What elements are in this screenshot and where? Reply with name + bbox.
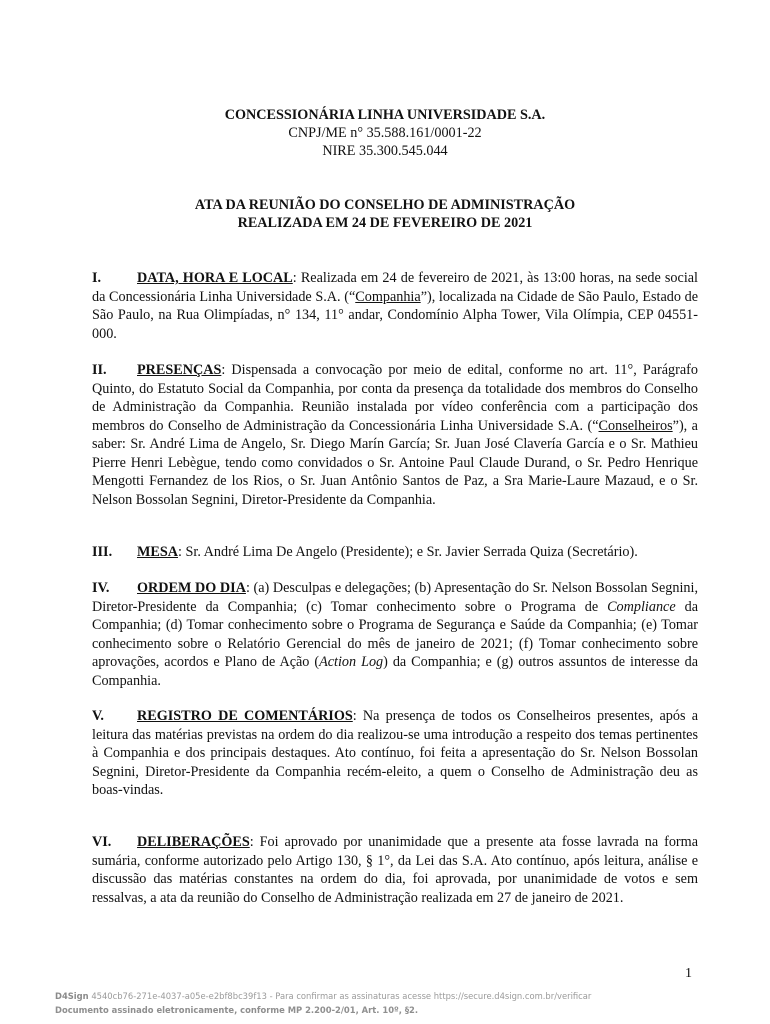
section-resolutions [92,833,698,907]
section-text: : Dispensada a convocação por meio de edital, conforme no art. 11°, Parágrafo Quinto, do Estatuto Social da Companhia, por conta da presença da totalidade dos membros do Conselho de Administração da Companhia. Reunião instalada por vídeo conferência com a participação dos membros do Conselho de Administração da Concessionária Linha Universidade S.A. (“ [92,362,698,434]
verification-link[interactable]: 4540cb76-271e-4037-a05e-e2bf8bc39f13 - Para confirmar as assinaturas acesse https://secure.d4sign.com.br/verificar [91,991,592,1001]
section-text: : Foi aprovado por unanimidade que a presente ata fosse lavrada na forma sumária, conforme autorizado pelo Artigo 130, § 1°, da Lei das S.A. Ato contínuo, após leitura, análise e discussão das matérias constantes na ordem do dia, foi aprovada, por unanimidade de votos e sem ressalvas, a ata da reunião do Conselho de Administração realizada em 27 de janeiro de 2021. [92,834,698,906]
company-name: CONCESSIONÁRIA LINHA UNIVERSIDADE S.A. [224,107,546,123]
section-board [92,543,698,562]
section-date-time-location [92,269,698,343]
section-number: VI. [92,834,112,850]
section-heading: DELIBERAÇÕES [137,834,250,850]
section-text: ) da Companhia; e (g) outros assuntos de interesse da Companhia. [92,654,699,689]
section-heading: DATA, HORA E LOCAL [137,270,293,286]
d4sign-brand: D4Sign [55,991,89,1001]
section-text: : Na presença de todos os Conselheiros presentes, após a leitura das matérias previstas na ordem do dia realizou-se uma introdução a respeito dos temas pertinentes à Companhia e dos principais destaques. Ato contínuo, foi feita a apresentação do Sr. Nelson Bossolan Segnini, Diretor-Presidente da Companhia recém-eleito, a quem o Conselho de Administração deu as boas-vindas. [92,708,698,798]
section-number: III. [92,544,113,560]
italic-term: Action Log [319,654,384,670]
section-text: ”), a saber: Sr. André Lima de Angelo, Sr. Diego Marín García; Sr. Juan José Clavería García e o Sr. Mathieu Pierre Henri Lebègue, tendo como convidados o Sr. Antoine Paul Claude Durand, o Sr. Pedro Henrique Mengotti Fernandez de los Rios, o Sr. Juan Antônio Santos de Paz, a Sra Marie-Laure Mazaud, e o Sr. Nelson Bossolan Segnini, Diretor-Presidente da Companhia. [92,417,698,508]
signature-footer-line-1 [55,990,591,1002]
section-text: ”), localizada na Cidade de São Paulo, Estado de São Paulo, na Rua Olimpíadas, n° 134, 11° andar, Condomínio Alpha Tower, Vila Olímpia, CEP 04551-000. [92,288,698,342]
section-comments [92,707,698,800]
section-heading: PRESENÇAS [137,362,222,378]
defined-term: Companhia [355,288,421,305]
signature-footer-line-2: Documento assinado eletronicamente, conforme MP 2.200-2/01, Art. 10º, §2. [55,1005,419,1015]
section-heading: ORDEM DO DIA [137,580,246,596]
section-heading: REGISTRO DE COMENTÁRIOS [137,708,353,724]
section-text: da Companhia; (d) Tomar conhecimento sobre o Programa de Segurança e Saúde da Companhia; (e) Tomar conhecimento sobre o Relatório Gerencial do mês de janeiro de 2021; (f) Tomar conhecimento sobre aprovações, acordos e Plano de Ação ( [92,598,698,670]
nire-number: NIRE 35.300.545.044 [322,143,448,159]
section-number: V. [92,708,104,724]
section-heading: MESA [137,544,178,560]
document-title [0,196,770,232]
section-text: : Sr. André Lima De Angelo (Presidente); e Sr. Javier Serrada Quiza (Secretário). [178,544,638,560]
section-agenda [92,579,698,690]
title-line-2: REALIZADA EM 24 DE FEVEREIRO DE 2021 [237,215,533,231]
document-header [0,106,770,160]
italic-term: Compliance [607,598,676,615]
section-text: : (a) Desculpas e delegações; (b) Apresentação do Sr. Nelson Bossolan Segnini, Diretor-Presidente da Companhia; (c) Tomar conhecimento sobre o Programa de [92,580,698,615]
defined-term: Conselheiros [598,417,673,434]
section-number: IV. [92,580,110,596]
section-number: I. [92,270,102,286]
page-number: 1 [685,966,692,981]
section-number: II. [92,362,107,378]
section-text: : Realizada em 24 de fevereiro de 2021, às 13:00 horas, na sede social da Concessionária Linha Universidade S.A. (“ [92,270,698,305]
section-attendance [92,361,698,509]
title-line-1: ATA DA REUNIÃO DO CONSELHO DE ADMINISTRAÇÃO [194,197,576,213]
cnpj-number: CNPJ/ME n° 35.588.161/0001-22 [288,125,482,141]
